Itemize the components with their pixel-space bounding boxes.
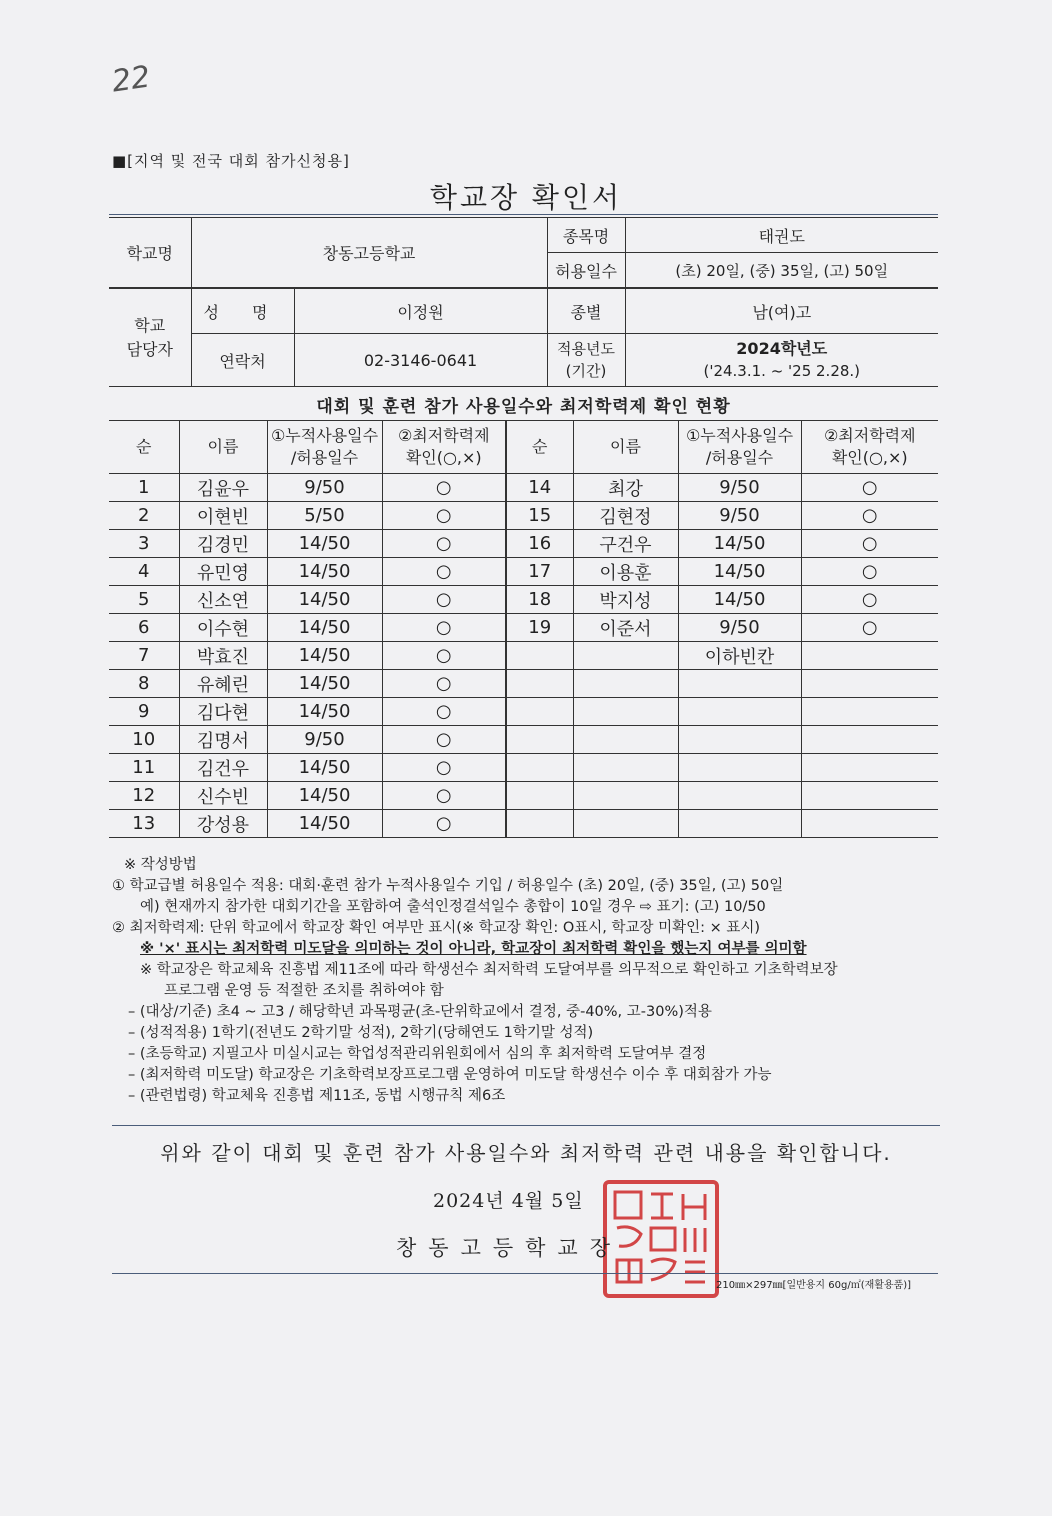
- student-name: [573, 670, 678, 698]
- note-2: ② 최저학력제: 단위 학교에서 학교장 확인 여부만 표시(※ 학교장 확인: O표시, 학교장 미확인: × 표시): [112, 920, 761, 936]
- academic-check: [801, 726, 938, 754]
- days-used: 14/50: [678, 558, 801, 586]
- header-check-right-2: 확인(○,×): [831, 448, 908, 467]
- days-used: 14/50: [267, 670, 382, 698]
- row-number: [506, 726, 573, 754]
- student-name: 최강: [573, 474, 678, 502]
- days-used: [678, 698, 801, 726]
- school-info-table: [109, 217, 938, 387]
- days-used: 9/50: [267, 474, 382, 502]
- table-row: [109, 670, 938, 698]
- header-check-right-1: ②최저학력제: [823, 426, 916, 445]
- days-used: 14/50: [267, 698, 382, 726]
- academic-check: [801, 810, 938, 838]
- header-name-right: 이름: [573, 421, 678, 474]
- student-name: 유혜린: [179, 670, 267, 698]
- student-name: 이준서: [573, 614, 678, 642]
- row-number: 3: [109, 530, 179, 558]
- header-check-left-1: ②최저학력제: [397, 426, 490, 445]
- confirmation-statement: 위와 같이 대회 및 훈련 참가 사용일수와 최저학력 관련 내용을 확인합니다.: [160, 1141, 892, 1165]
- student-name: 구건우: [573, 530, 678, 558]
- days-used: 14/50: [678, 586, 801, 614]
- days-used: [678, 782, 801, 810]
- person-name-label: 성 명: [191, 288, 294, 334]
- header-days-right-2: /허용일수: [705, 448, 774, 467]
- table-row: [109, 558, 938, 586]
- phone-label: 연락처: [191, 334, 294, 387]
- table-row: [109, 614, 938, 642]
- detail-4: – (최저학력 미도달) 학교장은 기초학력보장프로그램 운영하여 미도달 학생선수 이수 후 대회참가 가능: [128, 1067, 772, 1083]
- academic-check: ○: [801, 474, 938, 502]
- table-row: [109, 474, 938, 502]
- academic-check: ○: [382, 726, 506, 754]
- period-label: (기간): [565, 362, 607, 380]
- days-used: 14/50: [267, 782, 382, 810]
- academic-check: ○: [382, 558, 506, 586]
- days-used: [678, 810, 801, 838]
- student-name: 김현정: [573, 502, 678, 530]
- days-used: 14/50: [267, 558, 382, 586]
- student-name: 유민영: [179, 558, 267, 586]
- school-name-label: 학교명: [109, 218, 191, 289]
- academic-check: [801, 670, 938, 698]
- academic-check: ○: [382, 530, 506, 558]
- days-used: 9/50: [678, 474, 801, 502]
- student-name: [573, 726, 678, 754]
- academic-check: ○: [382, 782, 506, 810]
- academic-check: ○: [382, 642, 506, 670]
- table-row: [109, 586, 938, 614]
- header-check-right: [801, 421, 938, 474]
- form-category: ■[지역 및 전국 대회 참가신청용]: [112, 152, 350, 170]
- student-name: [573, 782, 678, 810]
- contact-label: 학교 담당자: [109, 288, 191, 387]
- header-check-left: [382, 421, 506, 474]
- row-number: 12: [109, 782, 179, 810]
- writing-instructions: [112, 855, 942, 1107]
- student-name: 김윤우: [179, 474, 267, 502]
- detail-5: – (관련법령) 학교체육 진흥법 제11조, 동법 시행규칙 제6조: [128, 1088, 506, 1104]
- student-name: [573, 810, 678, 838]
- academic-check: ○: [801, 530, 938, 558]
- student-name: 이용훈: [573, 558, 678, 586]
- academic-check: ○: [382, 670, 506, 698]
- row-number: 14: [506, 474, 573, 502]
- note-2-b-cont: 프로그램 운영 등 적절한 조치를 취하여야 함: [164, 983, 444, 999]
- days-used: 14/50: [267, 586, 382, 614]
- table-row: [109, 530, 938, 558]
- header-days-right-1: ①누적사용일수: [685, 426, 794, 445]
- student-name: 김명서: [179, 726, 267, 754]
- phone-value: 02-3146-0641: [294, 334, 547, 387]
- row-number: [506, 810, 573, 838]
- student-list-table: [109, 420, 938, 838]
- paper-spec: 210㎜×297㎜[일반용지 60g/㎡(재활용품)]: [716, 1280, 912, 1291]
- days-used: 14/50: [267, 642, 382, 670]
- table-row: [109, 642, 938, 670]
- header-days-left-1: ①누적사용일수: [270, 426, 379, 445]
- student-name: 신수빈: [179, 782, 267, 810]
- academic-check: ○: [382, 586, 506, 614]
- header-days-left: [267, 421, 382, 474]
- row-number: [506, 782, 573, 810]
- row-number: 18: [506, 586, 573, 614]
- academic-check: ○: [801, 614, 938, 642]
- days-used: 9/50: [678, 614, 801, 642]
- days-used: [678, 726, 801, 754]
- student-name: 신소연: [179, 586, 267, 614]
- row-number: [506, 754, 573, 782]
- seal-glyph-icon: [607, 1184, 715, 1294]
- issue-date: 2024년 4월 5일: [433, 1190, 584, 1212]
- table-row: [109, 782, 938, 810]
- header-check-left-2: 확인(○,×): [405, 448, 482, 467]
- footer-rule: [112, 1273, 938, 1274]
- days-used: 14/50: [267, 754, 382, 782]
- days-used: [678, 670, 801, 698]
- gender-label: 종별: [547, 288, 625, 334]
- academic-check: ○: [382, 614, 506, 642]
- student-name: [573, 642, 678, 670]
- row-number: 7: [109, 642, 179, 670]
- days-used: 이하빈칸: [678, 642, 801, 670]
- handwritten-note: 22: [109, 59, 153, 100]
- header-name-left: 이름: [179, 421, 267, 474]
- academic-check: ○: [382, 698, 506, 726]
- student-name: [573, 698, 678, 726]
- academic-check: [801, 642, 938, 670]
- academic-check: [801, 698, 938, 726]
- principal-name: 창동고등학교장: [396, 1236, 623, 1260]
- table-row: [109, 698, 938, 726]
- notes-heading: ※ 작성방법: [124, 857, 197, 873]
- student-name: 이현빈: [179, 502, 267, 530]
- section-title: 대회 및 훈련 참가 사용일수와 최저학력제 확인 현황: [316, 397, 731, 417]
- header-no-right: 순: [506, 421, 573, 474]
- gender-value: 남(여)고: [625, 288, 938, 334]
- detail-3: – (초등학교) 지필고사 미실시교는 학업성적관리위원회에서 심의 후 최저학력 도달여부 결정: [128, 1046, 707, 1062]
- table-row: [109, 810, 938, 838]
- row-number: 16: [506, 530, 573, 558]
- table-row: [109, 754, 938, 782]
- student-name: 김경민: [179, 530, 267, 558]
- academic-check: ○: [801, 586, 938, 614]
- table-row: [109, 502, 938, 530]
- student-name: 이수현: [179, 614, 267, 642]
- academic-check: ○: [382, 502, 506, 530]
- row-number: 10: [109, 726, 179, 754]
- sport-label: 종목명: [547, 218, 625, 253]
- row-number: [506, 698, 573, 726]
- days-used: 5/50: [267, 502, 382, 530]
- days-used: 14/50: [267, 530, 382, 558]
- student-name: [573, 754, 678, 782]
- row-number: 15: [506, 502, 573, 530]
- person-name-value: 이정원: [294, 288, 547, 334]
- days-used: 9/50: [678, 502, 801, 530]
- row-number: 8: [109, 670, 179, 698]
- row-number: 19: [506, 614, 573, 642]
- row-number: 2: [109, 502, 179, 530]
- row-number: 17: [506, 558, 573, 586]
- student-name: 김다현: [179, 698, 267, 726]
- row-number: 6: [109, 614, 179, 642]
- academic-check: ○: [801, 502, 938, 530]
- row-number: 11: [109, 754, 179, 782]
- allowed-days-value: (초) 20일, (중) 35일, (고) 50일: [625, 253, 938, 289]
- table-row: [109, 726, 938, 754]
- days-used: 9/50: [267, 726, 382, 754]
- days-used: 14/50: [267, 810, 382, 838]
- days-used: 14/50: [678, 530, 801, 558]
- row-number: 13: [109, 810, 179, 838]
- student-name: 박지성: [573, 586, 678, 614]
- notes-rule: [112, 1125, 940, 1126]
- academic-check: [801, 754, 938, 782]
- header-days-right: [678, 421, 801, 474]
- school-name-value: 창동고등학교: [191, 218, 547, 289]
- header-no-left: 순: [109, 421, 179, 474]
- row-number: 5: [109, 586, 179, 614]
- row-number: [506, 670, 573, 698]
- academic-check: ○: [801, 558, 938, 586]
- note-2-a: ※ '×' 표시는 최저학력 미도달을 의미하는 것이 아니라, 학교장이 최저학력 확인을 했는지 여부를 의미함: [140, 941, 807, 957]
- header-days-left-2: /허용일수: [290, 448, 359, 467]
- academic-check: ○: [382, 810, 506, 838]
- row-number: [506, 642, 573, 670]
- academic-check: [801, 782, 938, 810]
- year-label: 적용년도: [557, 340, 615, 358]
- days-used: 14/50: [267, 614, 382, 642]
- allowed-days-label: 허용일수: [547, 253, 625, 289]
- student-name: 강성용: [179, 810, 267, 838]
- document-title: 학교장 확인서: [429, 181, 623, 214]
- academic-check: ○: [382, 474, 506, 502]
- sport-value: 태권도: [625, 218, 938, 253]
- year-value: 2024학년도: [736, 339, 828, 358]
- student-name: 박효진: [179, 642, 267, 670]
- note-2-b: ※ 학교장은 학교체육 진흥법 제11조에 따라 학생선수 최저학력 도달여부를 의무적으로 확인하고 기초학력보장: [140, 962, 838, 978]
- row-number: 4: [109, 558, 179, 586]
- days-used: [678, 754, 801, 782]
- row-number: 1: [109, 474, 179, 502]
- note-1-example: 예) 현재까지 참가한 대회기간을 포함하여 출석인정결석일수 총합이 10일 경우 ⇨ 표기: (고) 10/50: [140, 899, 766, 915]
- detail-1: – (대상/기준) 초4 ~ 고3 / 해당학년 과목평균(초-단위학교에서 결정, 중-40%, 고-30%)적용: [128, 1004, 712, 1020]
- period-value: ('24.3.1. ~ '25 2.28.): [703, 362, 861, 380]
- academic-check: ○: [382, 754, 506, 782]
- note-1: ① 학교급별 허용일수 적용: 대회·훈련 참가 누적사용일수 기입 / 허용일수 (초) 20일, (중) 35일, (고) 50일: [112, 878, 784, 894]
- row-number: 9: [109, 698, 179, 726]
- student-name: 김건우: [179, 754, 267, 782]
- title-rule: [109, 214, 938, 215]
- detail-2: – (성적적용) 1학기(전년도 2학기말 성적), 2학기(당해연도 1학기말 성적): [128, 1025, 594, 1041]
